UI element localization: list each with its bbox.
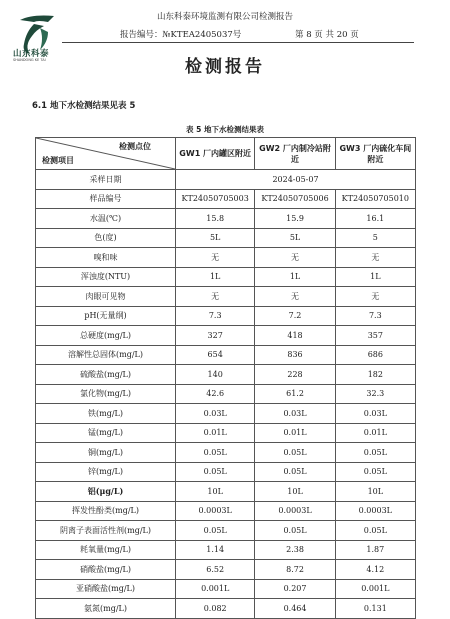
result-cell-gw1: 10L xyxy=(176,482,255,502)
result-cell-gw3: 0.05L xyxy=(335,462,415,482)
result-cell-gw3: 16.1 xyxy=(335,209,415,229)
result-cell-gw3: KT24050705010 xyxy=(335,189,415,209)
result-cell-gw2: 5L xyxy=(255,228,335,248)
company-header: 山东科泰环境监测有限公司检测报告 xyxy=(156,12,293,22)
result-cell-gw1: 0.082 xyxy=(176,599,255,619)
result-cell-gw2: 0.03L xyxy=(255,404,335,424)
page-number: 第 8 页 共 20 页 xyxy=(295,30,359,40)
corner-bottom-label: 检测项目 xyxy=(42,156,74,165)
result-cell-gw3: 0.131 xyxy=(335,599,415,619)
row-item-label: 水温(℃) xyxy=(36,209,176,229)
result-cell-gw2: 0.207 xyxy=(255,579,335,599)
row-item-label: 色(度) xyxy=(36,228,176,248)
table-row xyxy=(36,365,416,385)
result-cell-gw3: 686 xyxy=(335,345,415,365)
result-cell-gw3: 1L xyxy=(335,267,415,287)
date-value: 2024-05-07 xyxy=(176,170,416,190)
result-cell-gw2: 0.05L xyxy=(255,462,335,482)
column-header-gw1: GW1 厂内罐区附近 xyxy=(176,138,255,170)
result-cell-gw3: 无 xyxy=(335,287,415,307)
result-cell-gw3: 0.05L xyxy=(335,521,415,541)
column-header-gw3: GW3 厂内硫化车间附近 xyxy=(335,138,415,170)
result-cell-gw2: KT24050705006 xyxy=(255,189,335,209)
table-row xyxy=(36,423,416,443)
result-cell-gw1: 5L xyxy=(176,228,255,248)
result-cell-gw3: 0.0003L xyxy=(335,501,415,521)
row-item-label: 氯化物(mg/L) xyxy=(36,384,176,404)
logo-subtext: SHANDONG KE TAI xyxy=(13,58,46,62)
table-row xyxy=(36,189,416,209)
result-cell-gw3: 无 xyxy=(335,248,415,268)
result-cell-gw1: 140 xyxy=(176,365,255,385)
row-item-label: 硝酸盐(mg/L) xyxy=(36,560,176,580)
result-cell-gw1: 1L xyxy=(176,267,255,287)
result-cell-gw2: 7.2 xyxy=(255,306,335,326)
row-item-label: 铜(mg/L) xyxy=(36,443,176,463)
result-cell-gw3: 10L xyxy=(335,482,415,502)
row-item-label: 挥发性酚类(mg/L) xyxy=(36,501,176,521)
table-row xyxy=(36,326,416,346)
result-cell-gw1: 327 xyxy=(176,326,255,346)
result-cell-gw1: 0.05L xyxy=(176,443,255,463)
table-row xyxy=(36,579,416,599)
result-cell-gw2: 1L xyxy=(255,267,335,287)
date-row xyxy=(36,170,416,190)
row-item-label: 总硬度(mg/L) xyxy=(36,326,176,346)
row-item-label: 铝(μg/L) xyxy=(36,482,176,502)
row-item-label: 溶解性总固体(mg/L) xyxy=(36,345,176,365)
result-cell-gw1: KT24050705003 xyxy=(176,189,255,209)
result-cell-gw1: 15.8 xyxy=(176,209,255,229)
logo-text: 山东科泰 xyxy=(13,49,50,59)
table-row xyxy=(36,248,416,268)
result-cell-gw1: 654 xyxy=(176,345,255,365)
column-header-gw2: GW2 厂内制冷站附近 xyxy=(255,138,335,170)
result-cell-gw2: 61.2 xyxy=(255,384,335,404)
result-cell-gw2: 228 xyxy=(255,365,335,385)
result-cell-gw2: 418 xyxy=(255,326,335,346)
table-row xyxy=(36,540,416,560)
result-cell-gw1: 0.05L xyxy=(176,521,255,541)
result-cell-gw1: 无 xyxy=(176,287,255,307)
row-item-label: 阴离子表面活性剂(mg/L) xyxy=(36,521,176,541)
row-item-label: 氨氮(mg/L) xyxy=(36,599,176,619)
page-title: 检测报告 xyxy=(185,57,265,77)
result-cell-gw2: 10L xyxy=(255,482,335,502)
report-number: 报告编号：№KTEA2405037号 xyxy=(120,30,242,40)
date-label: 采样日期 xyxy=(36,170,176,190)
result-cell-gw1: 42.6 xyxy=(176,384,255,404)
result-cell-gw1: 0.001L xyxy=(176,579,255,599)
result-cell-gw1: 0.0003L xyxy=(176,501,255,521)
row-item-label: 亚硝酸盐(mg/L) xyxy=(36,579,176,599)
row-item-label: 嗅和味 xyxy=(36,248,176,268)
result-cell-gw1: 1.14 xyxy=(176,540,255,560)
table-row xyxy=(36,267,416,287)
result-cell-gw3: 4.12 xyxy=(335,560,415,580)
result-cell-gw2: 0.05L xyxy=(255,521,335,541)
result-cell-gw1: 7.3 xyxy=(176,306,255,326)
result-cell-gw3: 0.03L xyxy=(335,404,415,424)
result-cell-gw2: 无 xyxy=(255,248,335,268)
table-row xyxy=(36,345,416,365)
result-cell-gw2: 15.9 xyxy=(255,209,335,229)
row-item-label: pH(无量纲) xyxy=(36,306,176,326)
result-cell-gw1: 0.01L xyxy=(176,423,255,443)
table-row xyxy=(36,306,416,326)
table-row xyxy=(36,404,416,424)
table-row xyxy=(36,462,416,482)
result-cell-gw1: 0.03L xyxy=(176,404,255,424)
row-item-label: 浑浊度(NTU) xyxy=(36,267,176,287)
result-cell-gw3: 5 xyxy=(335,228,415,248)
row-item-label: 锌(mg/L) xyxy=(36,462,176,482)
table-caption: 表 5 地下水检测结果表 xyxy=(186,125,264,134)
table-row xyxy=(36,482,416,502)
result-cell-gw1: 6.52 xyxy=(176,560,255,580)
result-cell-gw2: 836 xyxy=(255,345,335,365)
result-cell-gw3: 1.87 xyxy=(335,540,415,560)
result-cell-gw2: 2.38 xyxy=(255,540,335,560)
result-cell-gw2: 0.05L xyxy=(255,443,335,463)
result-cell-gw2: 无 xyxy=(255,287,335,307)
row-item-label: 样品编号 xyxy=(36,189,176,209)
table-row xyxy=(36,228,416,248)
result-cell-gw2: 0.01L xyxy=(255,423,335,443)
table-row xyxy=(36,443,416,463)
row-item-label: 耗氧量(mg/L) xyxy=(36,540,176,560)
result-cell-gw1: 0.05L xyxy=(176,462,255,482)
table-row xyxy=(36,384,416,404)
table-row xyxy=(36,209,416,229)
section-heading: 6.1 地下水检测结果见表 5 xyxy=(32,101,136,111)
result-cell-gw3: 7.3 xyxy=(335,306,415,326)
table-row xyxy=(36,560,416,580)
result-cell-gw2: 0.464 xyxy=(255,599,335,619)
result-cell-gw3: 0.001L xyxy=(335,579,415,599)
row-item-label: 硫酸盐(mg/L) xyxy=(36,365,176,385)
row-item-label: 肉眼可见物 xyxy=(36,287,176,307)
result-cell-gw3: 182 xyxy=(335,365,415,385)
table-row xyxy=(36,287,416,307)
result-cell-gw3: 32.3 xyxy=(335,384,415,404)
result-cell-gw3: 357 xyxy=(335,326,415,346)
result-cell-gw1: 无 xyxy=(176,248,255,268)
result-cell-gw3: 0.01L xyxy=(335,423,415,443)
header-divider xyxy=(62,42,414,43)
corner-header-cell xyxy=(36,138,176,170)
table-row xyxy=(36,521,416,541)
results-table xyxy=(35,137,416,619)
result-cell-gw3: 0.05L xyxy=(335,443,415,463)
corner-top-label: 检测点位 xyxy=(119,142,151,151)
result-cell-gw2: 8.72 xyxy=(255,560,335,580)
table-header-row xyxy=(36,138,416,170)
row-item-label: 铁(mg/L) xyxy=(36,404,176,424)
table-row xyxy=(36,501,416,521)
result-cell-gw2: 0.0003L xyxy=(255,501,335,521)
row-item-label: 锰(mg/L) xyxy=(36,423,176,443)
table-row xyxy=(36,599,416,619)
